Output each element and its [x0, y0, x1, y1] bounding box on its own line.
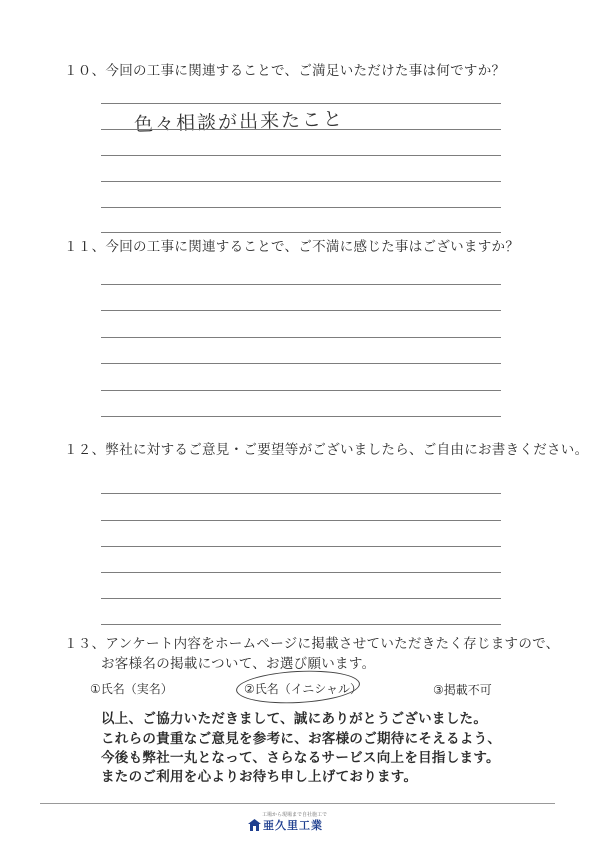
company-logo — [248, 811, 352, 833]
answer-line — [101, 337, 501, 338]
answer-line — [101, 363, 501, 364]
house-icon — [248, 819, 261, 831]
closing-line-1: 以上、ご協力いただきまして、誠にありがとうございました。 — [101, 711, 488, 727]
closing-line-2: これらの貴重なご意見を参考に、お客様のご期待にそえるよう、 — [101, 731, 502, 747]
answer-line — [101, 572, 501, 573]
answer-line — [101, 598, 501, 599]
answer-line — [101, 493, 501, 494]
answer-line — [101, 232, 501, 233]
answer-line — [101, 155, 501, 156]
handwritten-answer-10: 色々相談が出来たこと — [133, 108, 345, 136]
answer-line — [101, 520, 501, 521]
logo-tagline: 工場から現場まで自社施工で — [262, 812, 328, 818]
question-11: １１、今回の工事に関連することで、ご不満に感じた事はございますか？ — [64, 239, 520, 255]
option-initials[interactable]: ②氏名（イニシャル） — [244, 682, 363, 696]
question-13-line2: お客様名の掲載について、お選び願います。 — [101, 656, 376, 672]
answer-line — [101, 129, 501, 130]
closing-line-3: 今後も弊社一丸となって、さらなるサービス向上を目指します。 — [101, 750, 500, 766]
answer-line — [101, 624, 501, 625]
footer-divider — [40, 803, 555, 804]
question-12: １２、弊社に対するご意見・ご要望等がございましたら、ご自由にお書きください。 — [64, 442, 589, 458]
question-13-line1: １３、アンケート内容をホームページに掲載させていただきたく存じますので、 — [64, 636, 560, 652]
answer-line — [101, 284, 501, 285]
answer-line — [101, 416, 501, 417]
option-no-publish[interactable]: ③掲載不可 — [433, 683, 492, 697]
logo-company-name: 亜久里工業 — [263, 819, 323, 832]
answer-line — [101, 310, 501, 311]
answer-line — [101, 546, 501, 547]
selection-circle-mark — [235, 668, 361, 706]
option-real-name[interactable]: ①氏名（実名） — [90, 682, 173, 696]
answer-line — [101, 390, 501, 391]
answer-line — [101, 181, 501, 182]
answer-line — [101, 103, 501, 104]
answer-line — [101, 207, 501, 208]
closing-line-4: またのご利用を心よりお待ち申し上げております。 — [101, 769, 418, 785]
question-10: １０、今回の工事に関連することで、ご満足いただけた事は何ですか？ — [64, 63, 506, 79]
